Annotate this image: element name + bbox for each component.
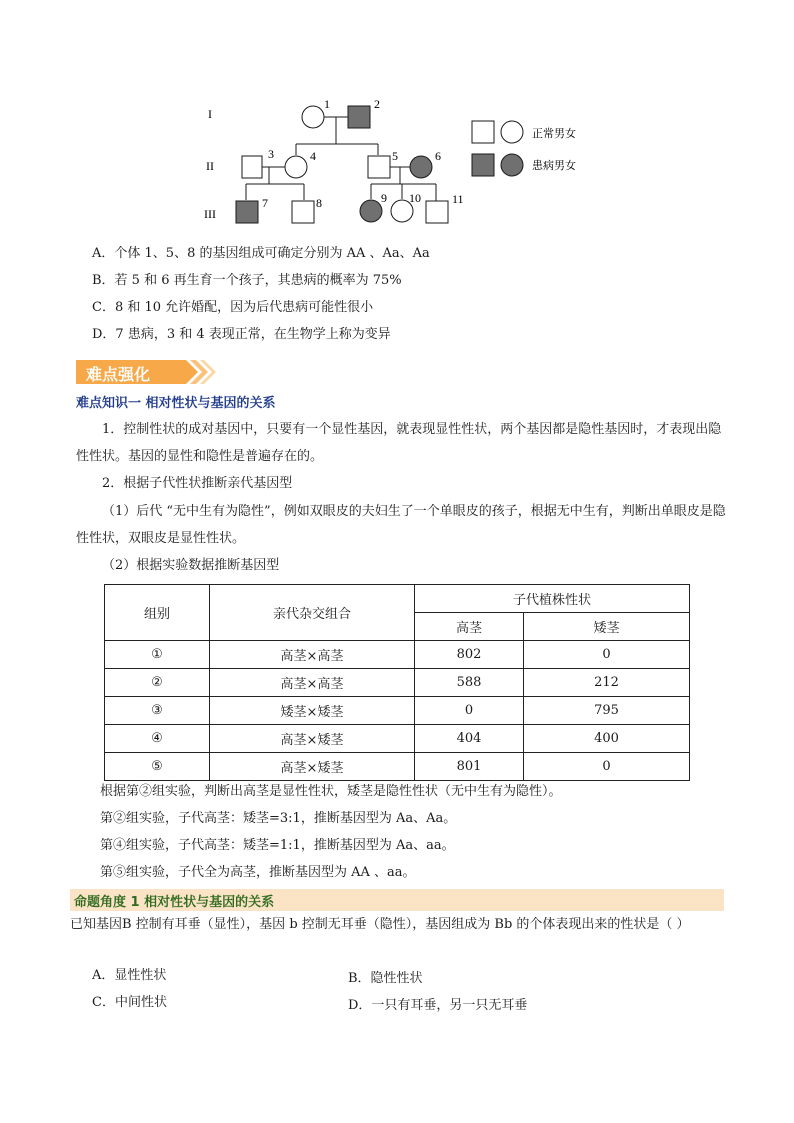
legend-normal-male [472,121,494,143]
legend-normal-label: 正常男女 [532,127,576,140]
conclusion-3: 第④组实验，子代高茎：矮茎=1:1，推断基因型为 Aa、aa。 [100,838,455,853]
cell-short: 0 [524,753,690,781]
header-offspring: 子代植株性状 [415,585,690,613]
table-row [105,697,690,725]
individual-1 [302,106,324,128]
individual-1-label: 1 [324,97,330,111]
individual-2-label: 2 [374,97,380,111]
question1-option-b: B．若 5 和 6 再生育一个孩子，其患病的概率为 75% [92,273,402,288]
pedigree-lines [246,117,436,201]
conclusion-1: 根据第②组实验，判断出高茎是显性性状，矮茎是隐性性状（无中生有为隐性）。 [100,784,562,799]
individual-2 [348,106,370,128]
individual-6 [410,156,432,178]
question2-option-c: C．中间性状 [92,995,167,1010]
individual-9 [360,200,382,222]
cell-tall: 801 [415,753,524,781]
section-banner [76,358,216,386]
table-row [105,725,690,753]
individual-11 [426,201,448,223]
header-short: 矮茎 [524,613,690,641]
conclusion-4: 第⑤组实验，子代全为高茎，推断基因型为 AA 、aa。 [100,865,416,880]
header-group: 组别 [105,585,210,641]
cell-tall: 588 [415,669,524,697]
question1-option-d: D．7 患病，3 和 4 表现正常，在生物学上称为变异 [92,327,391,342]
cell-tall: 0 [415,697,524,725]
question2-option-b: B．隐性性状 [348,971,423,986]
legend-affected-male [472,154,494,176]
individual-5-label: 5 [392,149,398,163]
individual-4 [285,156,307,178]
individual-6-label: 6 [435,149,441,163]
individual-4-label: 4 [310,149,316,163]
cell-tall: 802 [415,641,524,669]
pedigree-chart [200,96,600,236]
topic-title: 命题角度 1 相对性状与基因的关系 [74,895,275,910]
legend-normal-female [501,121,523,143]
conclusion-2: 第②组实验，子代高茎：矮茎=3:1，推断基因型为 Aa、Aa。 [100,811,457,826]
question2-option-a: A．显性性状 [92,968,167,983]
cell-short: 400 [524,725,690,753]
individual-9-label: 9 [381,191,387,205]
cell-group: ① [105,641,210,669]
header-cross: 亲代杂交组合 [210,585,415,641]
generation-label-i: I [208,107,212,121]
legend-affected-label: 患病男女 [532,159,576,172]
individual-3 [242,156,262,178]
cell-cross: 高茎×高茎 [210,641,415,669]
individual-5 [368,156,390,178]
generation-label-iii: III [204,207,216,221]
cell-cross: 矮茎×矮茎 [210,697,415,725]
question1-option-a: A．个体 1、5、8 的基因组成可确定分别为 AA 、Aa、Aa [92,246,430,261]
cell-short: 795 [524,697,690,725]
experiment-table [104,584,690,781]
knowledge-paragraph-1: 1．控制性状的成对基因中，只要有一个显性基因，就表现显性性状，两个基因都是隐性基因时，才表现出隐性性状。基因的显性和隐性是普遍存在的。 [76,422,722,464]
header-tall: 高茎 [415,613,524,641]
generation-label-ii: II [206,159,214,173]
cell-tall: 404 [415,725,524,753]
table-row [105,669,690,697]
knowledge-title: 难点知识一 相对性状与基因的关系 [76,396,276,411]
cell-short: 212 [524,669,690,697]
cell-group: ④ [105,725,210,753]
question2-stem: 已知基因B 控制有耳垂（显性），基因 b 控制无耳垂（隐性），基因组成为 Bb 的个体表现出来的性状是（ ） [70,917,690,932]
table-row [105,753,690,781]
cell-cross: 高茎×高茎 [210,669,415,697]
individual-7 [236,201,258,223]
cell-group: ② [105,669,210,697]
knowledge-paragraph-3: （1）后代 “无中生有为隐性”，例如双眼皮的夫妇生了一个单眼皮的孩子，根据无中生有，判断出单眼皮是隐性性状，双眼皮是显性性状。 [76,504,726,546]
cell-short: 0 [524,641,690,669]
banner-label: 难点强化 [86,365,151,384]
question1-option-c: C．8 和 10 允许婚配，因为后代患病可能性很小 [92,300,374,315]
cell-group: ⑤ [105,753,210,781]
individual-3-label: 3 [268,147,274,161]
table-row [105,641,690,669]
individual-7-label: 7 [262,196,268,210]
knowledge-paragraph-4: （2）根据实验数据推断基因型 [102,558,280,573]
cell-group: ③ [105,697,210,725]
legend-affected-female [501,154,523,176]
cell-cross: 高茎×矮茎 [210,753,415,781]
individual-8 [292,201,314,223]
individual-11-label: 11 [452,192,464,206]
individual-10-label: 10 [409,191,421,205]
individual-8-label: 8 [316,196,322,210]
question2-option-d: D．一只有耳垂，另一只无耳垂 [348,998,528,1013]
cell-cross: 高茎×矮茎 [210,725,415,753]
knowledge-paragraph-2: 2．根据子代性状推断亲代基因型 [102,476,293,491]
